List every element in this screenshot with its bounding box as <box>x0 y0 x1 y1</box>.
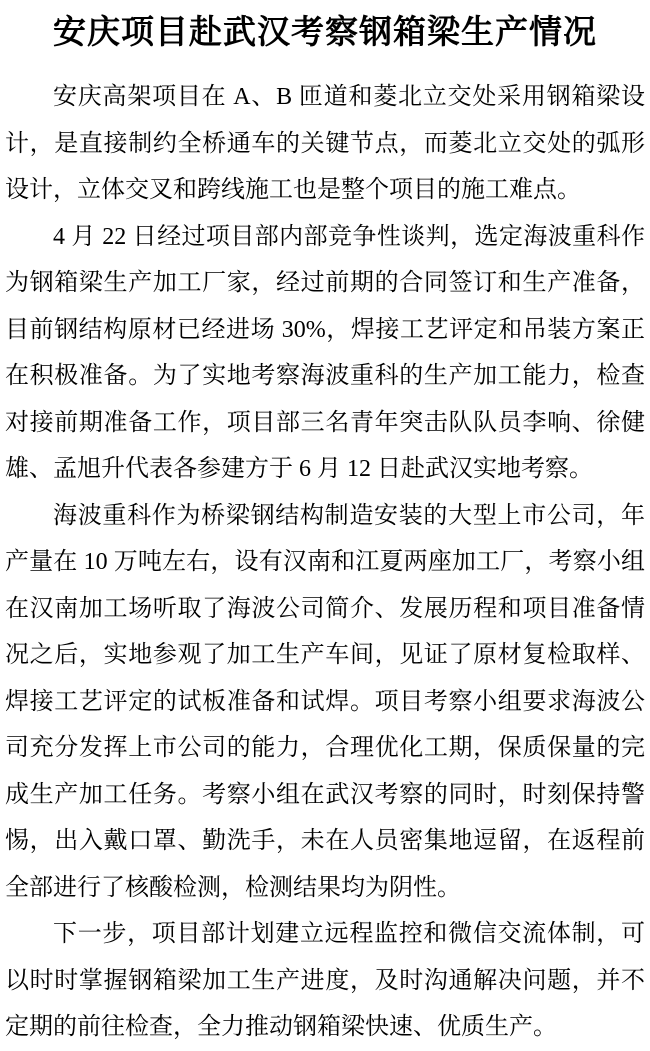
paragraph-inspection: 海波重科作为桥梁钢结构制造安装的大型上市公司，年产量在 10 万吨左右，设有汉南和江夏两座加工厂，考察小组在汉南加工场听取了海波公司简介、发展历程和项目准备情况之后，实地参观了加工生产车间，见证了原材复检取样、焊接工艺评定的试板准备和试焊。项目考察小组要求海波公司充分发挥上市公司的能力，合理优化工期，保质保量的完成生产加工任务。考察小组在武汉考察的同时，时刻保持警惕，出入戴口罩、勤洗手，未在人员密集地逗留，在返程前全部进行了核酸检测，检测结果均为阴性。 <box>5 502 645 901</box>
paragraph-intro: 安庆高架项目在 A、B 匝道和菱北立交处采用钢箱梁设计，是直接制约全桥通车的关键节点，而菱北立交处的弧形设计，立体交叉和跨线施工也是整个项目的施工难点。 <box>5 84 645 203</box>
document-title: 安庆项目赴武汉考察钢箱梁生产情况 <box>53 15 597 51</box>
paragraph-selection: 4 月 22 日经过项目部内部竞争性谈判，选定海波重科作为钢箱梁生产加工厂家，经过前期的合同签订和生产准备，目前钢结构原材已经进场 30%，焊接工艺评定和吊装方案正在积极准备。为了实地考察海波重科的生产加工能力，检查对接前期准备工作，项目部三名青年突击队队员李响、徐健雄、孟旭升代表各参建方于 6 月 12 日赴武汉实地考察。 <box>5 223 645 482</box>
paragraph-next-steps: 下一步，项目部计划建立远程监控和微信交流体制，可以时时掌握钢箱梁加工生产进度，及时沟通解决问题，并不定期的前往检查，全力推动钢箱梁快速、优质生产。 <box>5 921 645 1040</box>
document-body <box>5 74 645 1051</box>
